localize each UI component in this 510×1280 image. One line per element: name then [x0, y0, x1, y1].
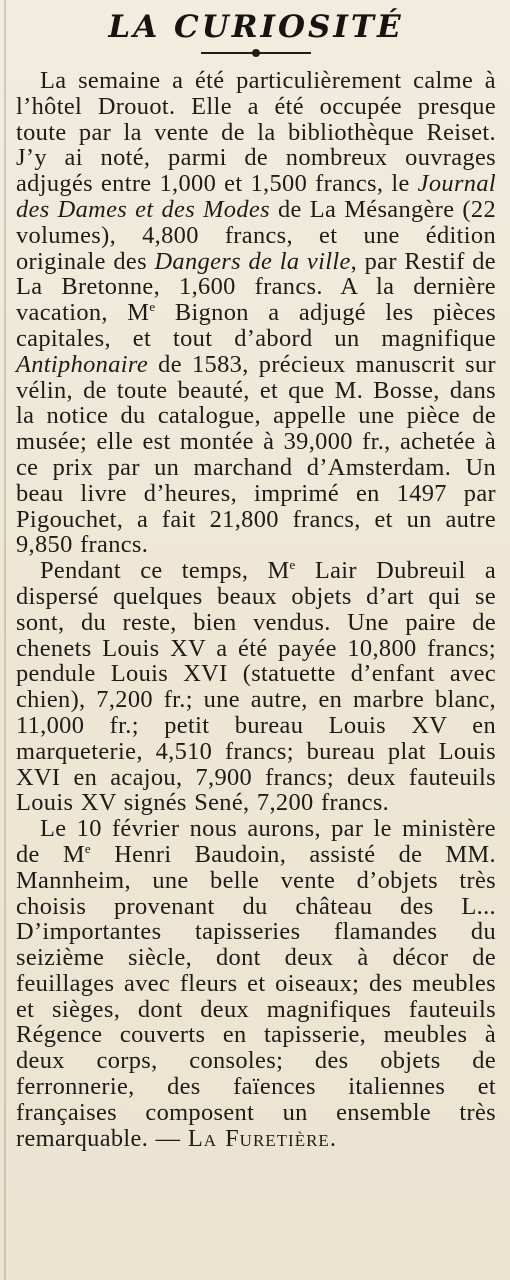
- text-run: Bignon a adjugé les pièces capitales, et tout d’abord un magnifique: [16, 299, 496, 352]
- superscript-e: e: [149, 299, 156, 315]
- text-run: de La Mésangère (22 volumes), 4,800 francs, et une édition originale des: [16, 195, 496, 275]
- title-dangers-de-la-ville: Dangers de la ville: [154, 247, 351, 275]
- text-run: La semaine a été particulièrement calme à l’hôtel Drouot. Elle a été occupée presque toute par la vente de la bibliothèque Reiset. J’y ai noté, parmi de nombreux ouvrages adjugés entre 1,000 et 1,500 francs, le: [16, 67, 496, 198]
- section-title: LA CURIOSITÉ: [108, 9, 404, 45]
- text-run: Le 10 février nous aurons, par le ministère de M: [16, 815, 496, 868]
- superscript-e: e: [84, 840, 92, 856]
- text-run: de 1583, précieux manuscrit sur vélin, de toute beauté, et que M. Bosse, dans la notice du catalogue, appelle une pièce de musée; elle est montée à 39,000 fr., achetée à ce prix par un marchand d’Amsterdam. Un beau livre d’heures, imprimé en 1497 par Pigouchet, a fait 21,800 francs, et un autre 9,850 francs.: [16, 350, 496, 559]
- superscript-e: e: [289, 557, 296, 573]
- article-body: [16, 68, 496, 1151]
- title-journal-des-dames: Journal des Dames et des Modes: [16, 170, 496, 223]
- paragraph-drouot-sales: [16, 68, 496, 558]
- paragraph-lair-dubreuil: [16, 558, 496, 816]
- title-ornament: [201, 48, 311, 58]
- author-signature: La Furetière.: [187, 1124, 337, 1152]
- title-antiphonaire: Antiphonaire: [16, 350, 149, 378]
- text-run: Lair Dubreuil a dispersé quelques beaux objets d’art qui se sont, du reste, bien vendus. Une paire de chenets Louis XV a été payée 10,800 francs; pendule Louis XVI (statuette d’enfant avec chien), 7,200 fr.; une autre, en marbre blanc, 11,000 fr.; petit bureau Louis XV en marqueterie, 4,510 francs; bureau plat Louis XVI en acajou, 7,900 francs; deux fauteuils Louis XV signés Sené, 7,200 francs.: [16, 557, 496, 817]
- ornament-dot: [252, 49, 260, 57]
- text-run: , par Restif de La Bretonne, 1,600 francs. A la dernière vacation, M: [16, 247, 496, 327]
- column-rule: [4, 0, 6, 1280]
- text-run: Henri Baudoin, assisté de MM. Mannheim, une belle vente d’objets très choisis provenant du château des L... D’importantes tapisseries flamandes du seizième siècle, dont deux à décor de feuillages avec fleurs et oiseaux; des meubles et sièges, dont deux magnifiques fauteuils Régence couverts en tapisserie, meubles à deux corps, consoles; des objets de ferronnerie, des faïences italiennes et françaises composent un ensemble très remarquable. —: [16, 840, 496, 1152]
- text-run: Pendant ce temps, M: [40, 557, 290, 585]
- paragraph-upcoming-sale: [16, 816, 496, 1151]
